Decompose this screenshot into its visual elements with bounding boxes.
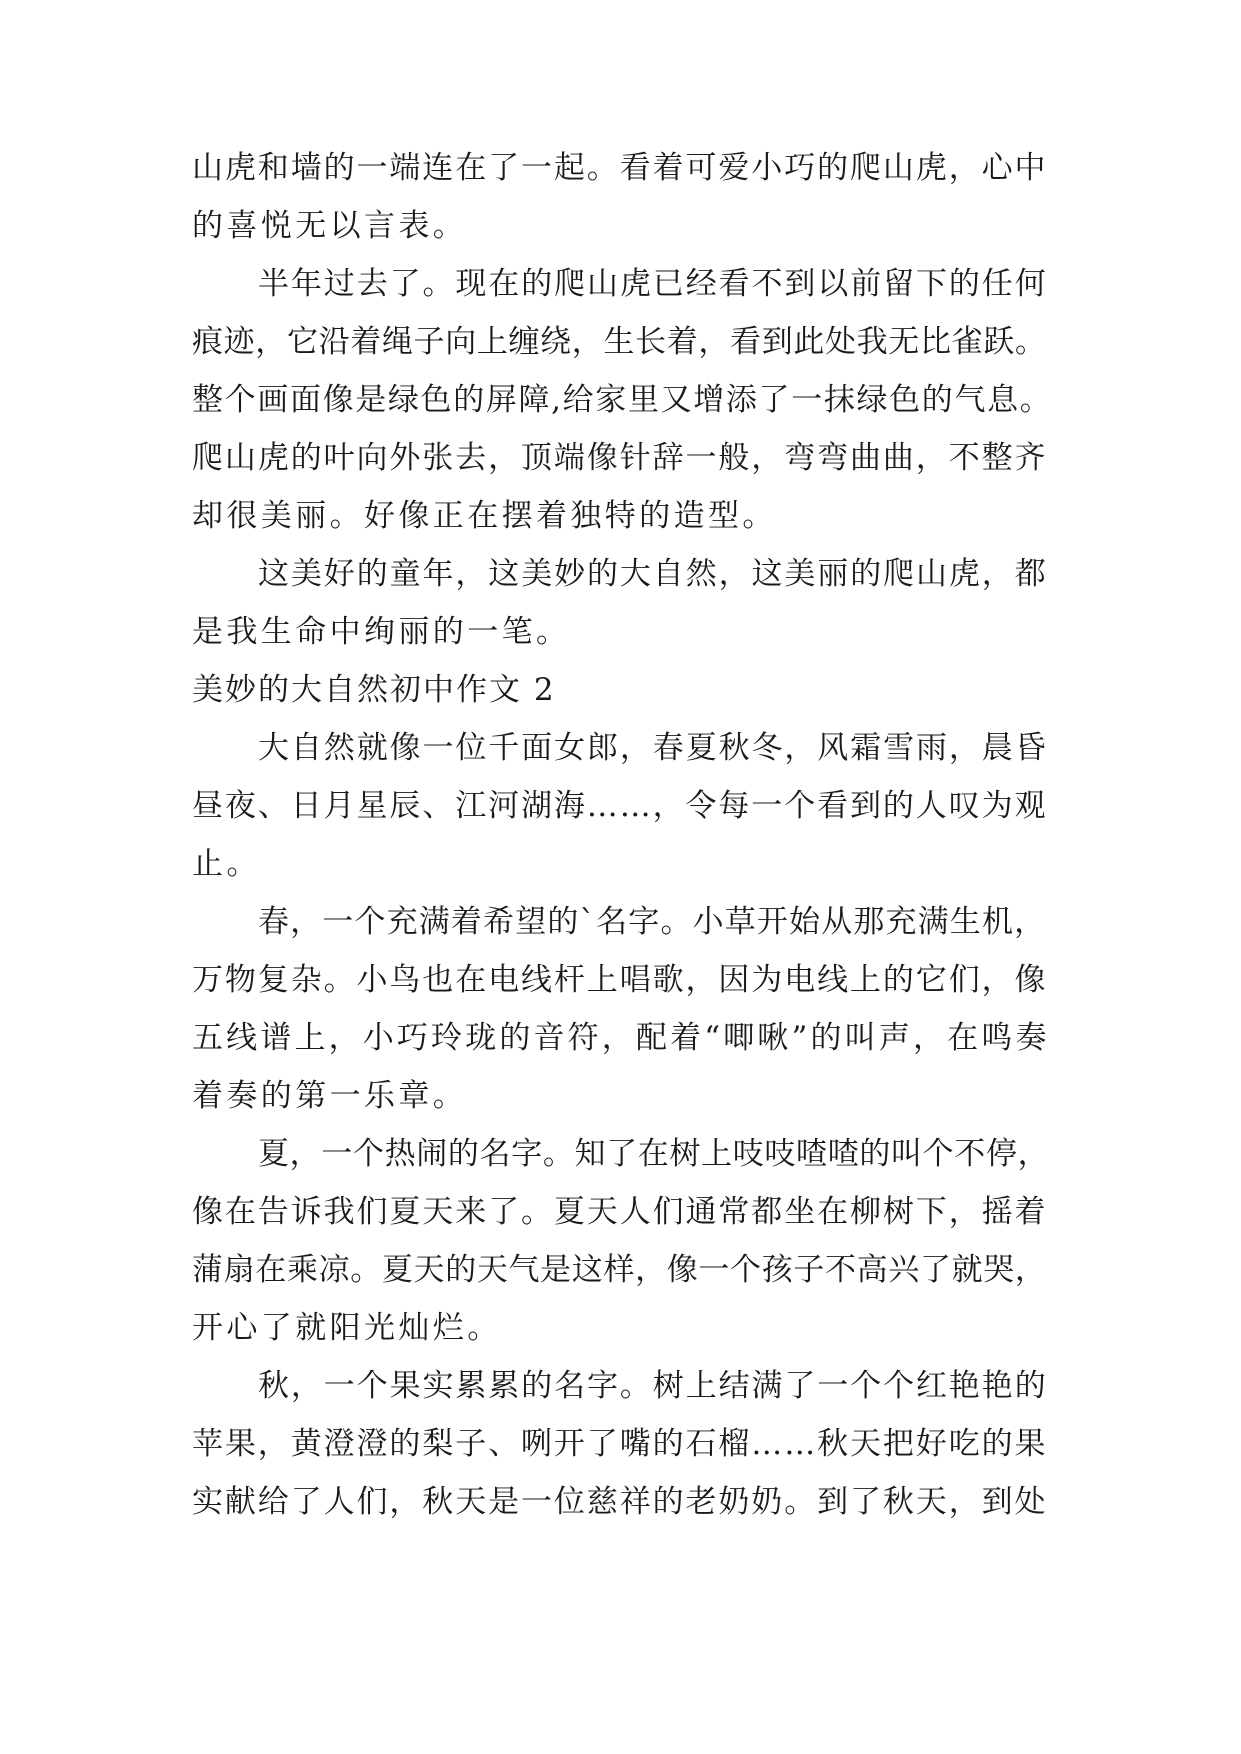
text-line: 开心了就阳光灿烂。 xyxy=(192,1310,502,1346)
text-line: 苹果，黄澄澄的梨子、咧开了嘴的石榴……秋天把好吃的果 xyxy=(192,1426,1048,1462)
text-line: 整个画面像是绿色的屏障,给家里又增添了一抹绿色的气息。 xyxy=(192,382,1053,418)
paragraph-start: 大自然就像一位千面女郎，春夏秋冬，风霜雪雨，晨昏 xyxy=(258,730,1048,766)
text-line: 蒲扇在乘凉。夏天的天气是这样，像一个孩子不高兴了就哭， xyxy=(192,1252,1047,1288)
text-line: 的喜悦无以言表。 xyxy=(192,208,468,244)
paragraph-start: 秋，一个果实累累的名字。树上结满了一个个红艳艳的 xyxy=(258,1368,1048,1404)
text-line: 五线谱上，小巧玲珑的音符，配着“唧啾”的叫声，在鸣奏 xyxy=(192,1020,1050,1056)
text-line: 爬山虎的叶向外张去，顶端像针辞一般，弯弯曲曲，不整齐 xyxy=(192,440,1048,476)
text-line: 像在告诉我们夏天来了。夏天人们通常都坐在柳树下，摇着 xyxy=(192,1194,1048,1230)
text-line: 万物复杂。小鸟也在电线杆上唱歌，因为电线上的它们，像 xyxy=(192,962,1048,998)
text-line: 昼夜、日月星辰、江河湖海……，令每一个看到的人叹为观 xyxy=(192,788,1048,824)
text-line: 却很美丽。好像正在摆着独特的造型。 xyxy=(192,498,777,534)
paragraph-start: 夏，一个热闹的名字。知了在树上吱吱喳喳的叫个不停， xyxy=(258,1136,1050,1172)
paragraph-start: 半年过去了。现在的爬山虎已经看不到以前留下的任何 xyxy=(258,266,1048,302)
section-heading: 美妙的大自然初中作文 2 xyxy=(192,672,556,708)
text-line: 痕迹，它沿着绳子向上缠绕，生长着，看到此处我无比雀跃。 xyxy=(192,324,1047,360)
paragraph-start: 这美好的童年，这美妙的大自然，这美丽的爬山虎，都 xyxy=(258,556,1048,592)
text-line: 实献给了人们，秋天是一位慈祥的老奶奶。到了秋天，到处 xyxy=(192,1484,1048,1520)
text-line: 是我生命中绚丽的一笔。 xyxy=(192,614,571,650)
text-line: 着奏的第一乐章。 xyxy=(192,1078,468,1114)
paragraph-start: 春，一个充满着希望的`名字。小草开始从那充满生机， xyxy=(258,904,1047,940)
text-line: 止。 xyxy=(192,846,261,882)
text-line: 山虎和墙的一端连在了一起。看着可爱小巧的爬山虎，心中 xyxy=(192,150,1048,186)
